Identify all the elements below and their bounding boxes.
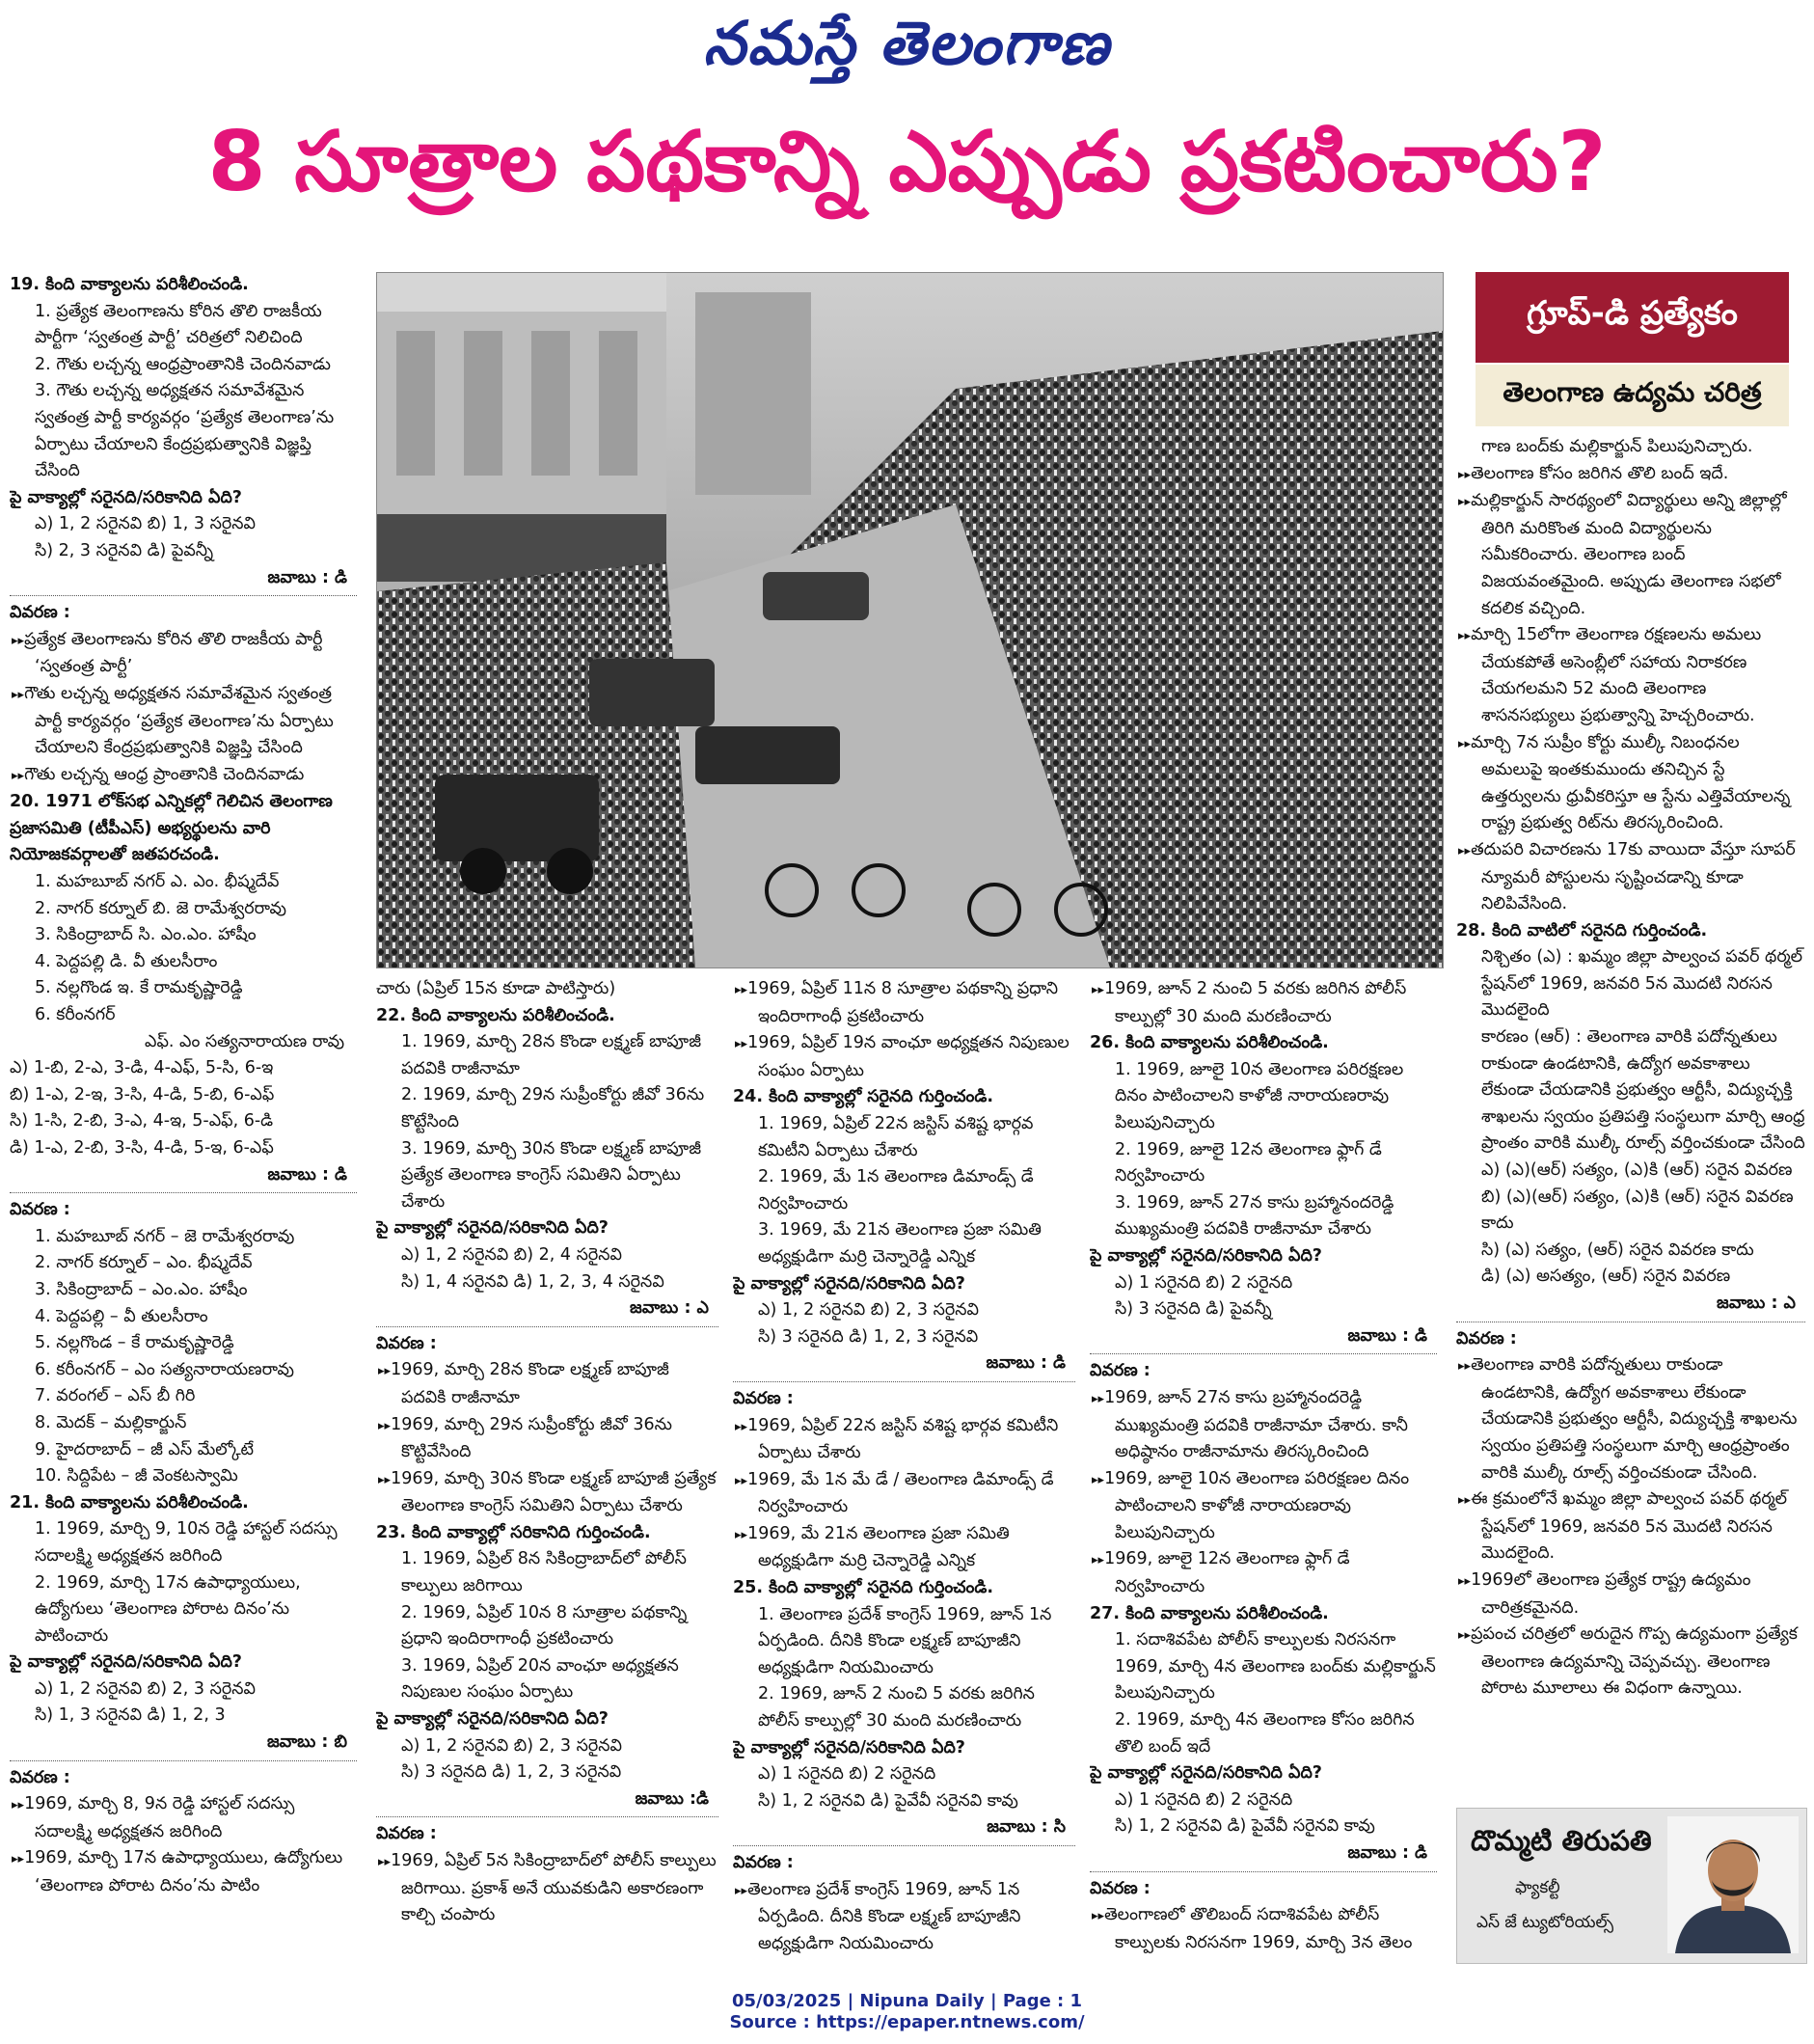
option-row: ఎ) 1 సరైనది బి) 2 సరైనది <box>758 1764 936 1785</box>
explanation-point: ▸▸ మార్చి 15లోగా తెలంగాణ రక్షణలను అమలు చేయకపోతే అసెంబ్లీలో సహాయ నిరాకరణ చేయగలమని 52 మంది తెలంగాణ శాసనసభ్యులు ప్రభుత్వాన్ని హెచ్చరించారు. <box>1456 622 1805 729</box>
answer: జవాబు :డి <box>635 1788 709 1809</box>
answer: జవాబు : డి <box>267 567 347 587</box>
question-21: 21. కింది వాక్యాలను పరిశీలించండి. <box>10 1492 249 1513</box>
prompt: పై వాక్యాల్లో సరైనది/సరికానిది ఏది? <box>1090 1763 1322 1784</box>
explanation-point: ▸▸ 1969, మార్చి 17న ఉపాధ్యాయులు, ఉద్యోగులు ‘తెలంగాణ పోరాట దినం’ను పాటిం <box>10 1845 357 1899</box>
explanation-point: ▸▸ గౌతు లచ్చన్న అధ్యక్షతన సమావేశమైన స్వతంత్ర పార్టీ కార్యవర్గం ‘ప్రత్యేక తెలంగాణ’ను ఏర్పాటు చేయాలని కేంద్రప్రభుత్వానికి విజ్ఞప్తి చేసింది <box>10 681 357 762</box>
column-1 <box>10 272 357 1955</box>
rally-photo <box>376 272 1444 968</box>
match-row: 1. మహబూబ్‌ నగర్‌ ఎ. ఎం. భీష్మదేవ్‌ <box>35 872 280 892</box>
explanation-point: ▸▸ 1969, ఏప్రిల్‌ 19న వాంఛూ అధ్యక్షతన నిపుణుల సంఘం ఏర్పాటు <box>733 1030 1075 1084</box>
explanation-point: ▸▸ 1969లో తెలంగాణ ప్రత్యేక రాష్ట్ర ఉద్యమం చారిత్రకమైనది. <box>1456 1567 1805 1622</box>
option-row: సి) 1, 2 సరైనవి డి) పైవేవీ సరైనవి కావు <box>1115 1816 1375 1837</box>
explanation-point: ▸▸ 1969, ఏప్రిల్‌ 5న సికింద్రాబాద్‌లో పోలీస్‌ కాల్పులు జరిగాయి. ప్రకాశ్‌ అనే యువకుడిని అకారణంగా కాల్చి చంపారు <box>376 1848 718 1929</box>
option-row: సి) 1, 3 సరైనవి డి) 1, 2, 3 <box>35 1705 226 1726</box>
explanation-heading: వివరణ : <box>733 1388 794 1408</box>
column-3 <box>733 976 1075 1955</box>
explanation-row: 3. సికింద్రాబాద్‌ – ఎం.ఎం. హాషీం <box>35 1279 248 1299</box>
option-row: సి) 3 సరైనది డి) 1, 2, 3 సరైనవి <box>401 1762 622 1783</box>
match-row: 3. సికింద్రాబాద్‌ సి. ఎం.ఎం. హాషీం <box>35 925 257 945</box>
question-26: 26. కింది వాక్యాలను పరిశీలించండి. <box>1090 1033 1329 1053</box>
option-row: సి) 3 సరైనది డి) 1, 2, 3 సరైనవి <box>758 1326 979 1347</box>
statement: 1. 1969, ఏప్రిల్‌ 22న జస్టిస్‌ వశిష్ట భార్గవ కమిటీని ఏర్పాటు చేశారు <box>758 1113 1034 1160</box>
footer-date-line: 05/03/2025 | Nipuna Daily | Page : 1 <box>731 1991 1083 2011</box>
option-row: సి) 1, 2 సరైనవి డి) పైవేవీ సరైనవి కావు <box>758 1790 1018 1811</box>
explanation-point: ▸▸ 1969, మార్చి 8, 9న రెడ్డి హాస్టల్‌ సదస్సు సదాలక్ష్మి అధ్యక్షతన జరిగింది <box>10 1791 357 1845</box>
explanation-point: ▸▸ తెలంగాణ కోసం జరిగిన తొలి బంద్‌ ఇదే. <box>1456 461 1805 489</box>
divider <box>10 1192 357 1193</box>
question-23: 23. కింది వాక్యాల్లో సరికానిది గుర్తించండి. <box>376 1522 651 1542</box>
masthead-logo: నమస్తే తెలంగాణ <box>703 8 1111 78</box>
option-row: ఎ) 1 సరైనది బి) 2 సరైనది <box>1115 1272 1293 1293</box>
statement: 3. 1969, ఏప్రిల్‌ 20న వాంఛూ అధ్యక్షతన నిపుణుల సంఘం ఏర్పాటు <box>401 1655 679 1703</box>
question-20: 20. 1971 లోక్‌సభ ఎన్నికల్లో గెలిచిన తెలంగాణ ప్రజాసమితి (టీపీఎస్‌) అభ్యర్థులను వారి నియోజకవర్గాలతో జతపరచండి. <box>10 792 333 865</box>
explanation-row: 9. హైదరాబాద్‌ – జీ ఎస్‌ మేల్కోటే <box>35 1439 255 1459</box>
explanation-heading: వివరణ : <box>1090 1878 1151 1898</box>
question-28: 28. కింది వాటిలో సరైనది గుర్తించండి. <box>1456 920 1708 940</box>
reason: కారణం (ఆర్‌) : తెలంగాణ వారికి పదోన్నతులు రాకుండా ఉండటానికి, ఉద్యోగ అవకాశాలు లేకుండా చేయడానికి ప్రభుత్వం ఆర్టీసీ, విద్యుచ్ఛక్తి శాఖలను స్వయం ప్రతిపత్తి సంస్థలుగా మార్చి ఆంధ్ర ప్రాంతం వారికి ముల్కీ రూల్స్‌ వర్తించకుండా చేసింది <box>1481 1027 1805 1154</box>
answer: జవాబు : ఎ <box>1717 1294 1796 1313</box>
match-row: 2. నాగర్‌ కర్నూల్‌ బి. జె రామేశ్వరరావు <box>35 898 286 918</box>
option-row: బి) (ఎ)(ఆర్‌) సత్యం, (ఎ)కి (ఆర్‌) సరైన వివరణ కాదు <box>1481 1186 1794 1234</box>
statement: 2. 1969, మార్చి 4న తెలంగాణ కోసం జరిగిన తొలి బంద్‌ ఇదే <box>1115 1710 1415 1757</box>
statement: 2. 1969, మే 1న తెలంగాణ డిమాండ్స్‌ డే నిర్వహించారు <box>758 1167 1034 1213</box>
divider <box>733 1845 1075 1846</box>
explanation-heading: వివరణ : <box>733 1853 794 1872</box>
option-row: ఎ) 1, 2 సరైనవి బి) 2, 3 సరైనవి <box>401 1735 622 1756</box>
statement: 1. తెలంగాణ ప్రదేశ్‌ కాంగ్రెస్‌ 1969, జూన్‌ 1న ఏర్పడింది. దీనికి కొండా లక్ష్మణ్‌ బాపూజీని అధ్యక్షుడిగా నియమించారు <box>758 1604 1052 1677</box>
author-photo <box>1667 1816 1799 1953</box>
prompt: పై వాక్యాల్లో సరైనది/సరికానిది ఏది? <box>733 1737 965 1758</box>
question-22: 22. కింది వాక్యాలను పరిశీలించండి. <box>376 1005 615 1025</box>
statement: 3. 1969, మే 21న తెలంగాణ ప్రజా సమితి అధ్యక్షుడిగా మర్రి చెన్నారెడ్డి ఎన్నిక <box>758 1220 1042 1267</box>
explanation-point: ▸▸ మార్చి 7న సుప్రీం కోర్టు ముల్కీ నిబంధనల అమలుపై ఇంతకుముందు తనిచ్చిన స్టే ఉత్తర్వులను ధ్రువీకరిస్తూ ఆ స్టేను ఎత్తివేయాలన్న రాష్ట్ర ప్రభుత్వ రిట్‌ను తిరస్కరించింది. <box>1456 730 1805 837</box>
explanation-point: ▸▸ 1969, జూన్‌ 2 నుంచి 5 వరకు జరిగిన పోలీస్‌ కాల్పుల్లో 30 మంది మరణించారు <box>1090 976 1437 1030</box>
statement: 1. ప్రత్యేక తెలంగాణను కోరిన తొలి రాజకీయ పార్టీగా ‘స్వతంత్ర పార్టీ’ చరిత్రలో నిలిచింది <box>35 301 322 348</box>
explanation-row: 6. కరీంనగర్‌ – ఎం సత్యనారాయణరావు <box>35 1359 294 1379</box>
statement: 1. 1969, మార్చి 9, 10న రెడ్డి హాస్టల్‌ సదస్సు సదాలక్ష్మి అధ్యక్షతన జరిగింది <box>35 1519 338 1566</box>
explanation-point: ▸▸ 1969, మార్చి 29న సుప్రీంకోర్టు జీవో 36ను కొట్టివేసింది <box>376 1412 718 1466</box>
divider <box>1090 1871 1437 1872</box>
explanation-point: ▸▸ తదుపరి విచారణను 17కు వాయిదా వేస్తూ సూపర్‌ న్యూమరీ పోస్టులను సృష్టించడాన్ని కూడా నిలిపివేసింది. <box>1456 837 1805 918</box>
explanation-point: ▸▸ 1969, మే 21న తెలంగాణ ప్రజా సమితి అధ్యక్షుడిగా మర్రి చెన్నారెడ్డి ఎన్నిక <box>733 1521 1075 1575</box>
prompt: పై వాక్యాల్లో సరైనది/సరికానిది ఏది? <box>376 1218 609 1239</box>
explanation-heading: వివరణ : <box>376 1333 437 1353</box>
option-row: ఎ) 1, 2 సరైనవి బి) 2, 3 సరైనవి <box>35 1678 256 1699</box>
explanation-heading: వివరణ : <box>1456 1328 1517 1349</box>
answer: జవాబు : ఎ <box>630 1298 709 1319</box>
question-25: 25. కింది వాక్యాల్లో సరైనది గుర్తించండి. <box>733 1578 993 1598</box>
divider <box>10 595 357 596</box>
explanation-point: ▸▸ తెలంగాణలో తొలిబంద్‌ సదాశివపేట పోలీస్‌ కాల్పులకు నిరసనగా 1969, మార్చి 3న తెలం <box>1090 1902 1437 1955</box>
statement: 1. 1969, మార్చి 28న కొండా లక్ష్మణ్‌ బాపూజీ పదవికి రాజీనామా <box>401 1032 702 1078</box>
option-row: సి) (ఎ) సత్యం, (ఆర్‌) సరైన వివరణ కాదు <box>1481 1240 1754 1260</box>
explanation-heading: వివరణ : <box>1090 1361 1151 1381</box>
option-row: సి) 2, 3 సరైనవి డి) పైవన్నీ <box>35 540 214 560</box>
explanation-row: 8. మెదక్‌ – మల్లికార్జున్‌ <box>35 1412 187 1432</box>
explanation-point: ▸▸ 1969, మార్చి 28న కొండా లక్ష్మణ్‌ బాపూజీ పదవికి రాజీనామా <box>376 1357 718 1411</box>
question-19: 19. కింది వాక్యాలను పరిశీలించండి. <box>10 275 249 294</box>
column-2 <box>376 976 718 1955</box>
answer: జవాబు : డి <box>267 1164 347 1185</box>
divider <box>733 1381 1075 1382</box>
divider <box>376 1816 718 1817</box>
option-row: సి) 3 సరైనది డి) పైవన్నీ <box>1115 1299 1272 1320</box>
option-row: బి) 1-ఎ, 2-ఇ, 3-సి, 4-డి, 5-బి, 6-ఎఫ్‌ <box>10 1084 275 1104</box>
prompt: పై వాక్యాల్లో సరైనది/సరికానిది ఏది? <box>1090 1245 1322 1266</box>
divider <box>1090 1353 1437 1354</box>
option-row: డి) (ఎ) అసత్యం, (ఆర్‌) సరైన వివరణ <box>1481 1267 1731 1287</box>
explanation-point: ▸▸ తెలంగాణ వారికి పదోన్నతులు రాకుండా ఉండటానికి, ఉద్యోగ అవకాశాలు లేకుండా చేయడానికి ప్రభుత్వం ఆర్టీసీ, విద్యుచ్ఛక్తి శాఖలను స్వయం ప్రతిపత్తి సంస్థలుగా మార్చి ఆంధ్రప్రాంతం వారికి ముల్కీ రూల్స్‌ వర్తించకుండా చేసింది. <box>1456 1352 1805 1486</box>
explanation-point: ▸▸ తెలంగాణ ప్రదేశ్‌ కాంగ్రెస్‌ 1969, జూన్‌ 1న ఏర్పడింది. దీనికి కొండా లక్ష్మణ్‌ బాపూజీని అధ్యక్షుడిగా నియమించారు <box>733 1877 1075 1955</box>
explanation-point: ▸▸ గౌతు లచ్చన్న ఆంధ్ర ప్రాంతానికి చెందినవాడు <box>10 762 357 790</box>
continued-text: గాణ బంద్‌కు మల్లికార్జున్‌ పిలుపునిచ్చారు. <box>1481 437 1753 456</box>
statement: 2. 1969, ఏప్రిల్‌ 10న 8 సూత్రాల పథకాన్ని ప్రధాని ఇందిరాగాంధీ ప్రకటించారు <box>401 1602 688 1649</box>
option-row: ఎ) 1, 2 సరైనవి బి) 2, 3 సరైనవి <box>758 1300 979 1321</box>
option-row: సి) 1-సి, 2-బి, 3-ఎ, 4-ఇ, 5-ఎఫ్‌, 6-డి <box>10 1111 274 1131</box>
explanation-row: 10. సిద్దిపేట – జీ వెంకటస్వామి <box>35 1466 238 1486</box>
headline: 8 సూత్రాల పథకాన్ని ఎప్పుడు ప్రకటించారు? <box>207 114 1607 210</box>
statement: 3. 1969, మార్చి 30న కొండా లక్ష్మణ్‌ బాపూజీ ప్రత్యేక తెలంగాణ కాంగ్రెస్‌ సమితిని ఏర్పాటు చేశారు <box>401 1138 702 1212</box>
option-row: సి) 1, 4 సరైనవి డి) 1, 2, 3, 4 సరైనవి <box>401 1271 664 1292</box>
explanation-point: ▸▸ 1969, జూలై 10న తెలంగాణ పరిరక్షణల దినం పాటించాలని కాళోజీ నారాయణరావు పిలుపునిచ్చారు <box>1090 1466 1437 1547</box>
explanation-row: 1. మహబూబ్‌ నగర్‌ – జె రామేశ్వరరావు <box>35 1226 295 1246</box>
section-subtitle: తెలంగాణ ఉద్యమ చరిత్ర <box>1476 365 1789 426</box>
statement: 2. 1969, మార్చి 29న సుప్రీంకోర్టు జీవో 36ను కొట్టేసింది <box>401 1085 705 1131</box>
match-row: 5. నల్లగొండ ఇ. కే రామకృష్ణారెడ్డి <box>35 978 243 998</box>
statement: 1. సదాశివపేట పోలీస్‌ కాల్పులకు నిరసనగా 1969, మార్చి 4న తెలంగాణ బంద్‌కు మల్లికార్జున్‌ పిలుపునిచ్చారు <box>1115 1630 1436 1703</box>
continued-text: చారు (ఏప్రిల్‌ 15న కూడా పాటిస్తారు) <box>376 979 616 998</box>
answer: జవాబు : సి <box>987 1817 1066 1838</box>
explanation-heading: వివరణ : <box>10 1200 70 1220</box>
option-row: ఎ) 1 సరైనది బి) 2 సరైనది <box>1115 1789 1293 1810</box>
statement: 1. 1969, జూలై 10న తెలంగాణ పరిరక్షణల దినం పాటించాలని కాళోజీ నారాయణరావు పిలుపునిచ్చారు <box>1115 1059 1404 1132</box>
column-5 <box>1456 434 1805 1799</box>
column-4 <box>1090 976 1437 1955</box>
option-row: ఎ) 1-బి, 2-ఎ, 3-డి, 4-ఎఫ్‌, 5-సి, 6-ఇ <box>10 1058 274 1078</box>
statement: 2. గౌతు లచ్చన్న ఆంధ్రప్రాంతానికి చెందినవాడు <box>35 354 331 374</box>
explanation-point: ▸▸ ఈ క్రమంలోనే ఖమ్మం జిల్లా పాల్వంచ పవర్‌ థర్మల్‌ స్టేషన్‌లో 1969, జనవరి 5న మొదటి నిరసన మొదలైంది. <box>1456 1486 1805 1567</box>
statement: 2. 1969, మార్చి 17న ఉపాధ్యాయులు, ఉద్యోగులు ‘తెలంగాణ పోరాట దినం’ను పాటించారు <box>35 1572 301 1646</box>
explanation-point: ▸▸ 1969, ఏప్రిల్‌ 22న జస్టిస్‌ వశిష్ట భార్గవ కమిటీని ఏర్పాటు చేశారు <box>733 1413 1075 1467</box>
prompt: పై వాక్యాల్లో సరైనది/సరికానిది ఏది? <box>376 1709 609 1730</box>
author-box <box>1456 1808 1807 1964</box>
explanation-point: ▸▸ ప్రత్యేక తెలంగాణను కోరిన తొలి రాజకీయ పార్టీ ‘స్వతంత్ర పార్టీ’ <box>10 627 357 681</box>
statement: 3. 1969, జూన్‌ 27న కాసు బ్రహ్మానందరెడ్డి ముఖ్యమంత్రి పదవికి రాజీనామా చేశారు <box>1115 1192 1394 1240</box>
option-row: ఎ) 1, 2 సరైనవి బి) 2, 4 సరైనవి <box>401 1244 622 1265</box>
explanation-row: 2. నాగర్‌ కర్నూల్‌ – ఎం. భీష్మదేవ్‌ <box>35 1253 253 1273</box>
match-row: ఎఫ్‌. ఎం సత్యనారాయణ రావు <box>145 1031 345 1051</box>
prompt: పై వాక్యాల్లో సరైనది/సరికానిది ఏది? <box>733 1273 965 1294</box>
explanation-point: ▸▸ 1969, ఏప్రిల్‌ 11న 8 సూత్రాల పథకాన్ని ప్రధాని ఇందిరాగాంధీ ప్రకటించారు <box>733 976 1075 1030</box>
match-row: 4. పెద్దపల్లి డి. వీ తులసీరాం <box>35 951 218 971</box>
explanation-point: ▸▸ 1969, మే 1న మే డే / తెలంగాణ డిమాండ్స్‌ డే నిర్వహించారు <box>733 1467 1075 1521</box>
explanation-point: ▸▸ 1969, జూలై 12న తెలంగాణ ఫ్లాగ్‌ డే నిర్వహించారు <box>1090 1546 1437 1600</box>
explanation-heading: వివరణ : <box>376 1824 437 1844</box>
explanation-point: ▸▸ ప్రపంచ చరిత్రలో అరుదైన గొప్ప ఉద్యమంగా ప్రత్యేక తెలంగాణ ఉద్యమాన్ని చెప్పవచ్చు. తెలంగాణ పోరాట మూలాలు ఈ విధంగా ఉన్నాయి. <box>1456 1622 1805 1703</box>
divider <box>376 1326 718 1327</box>
divider <box>10 1760 357 1761</box>
statement: 2. 1969, జూలై 12న తెలంగాణ ఫ్లాగ్‌ డే నిర్వహించారు <box>1115 1139 1382 1186</box>
section-badge: గ్రూప్‌-డి ప్రత్యేకం <box>1476 272 1789 363</box>
answer: జవాబు : బి <box>267 1732 347 1753</box>
statement: 2. 1969, జూన్‌ 2 నుంచి 5 వరకు జరిగిన పోలీస్‌ కాల్పుల్లో 30 మంది మరణించారు <box>758 1684 1035 1731</box>
author-role: ఫ్యాకల్టీ <box>1515 1878 1560 1897</box>
assertion: నిశ్చితం (ఎ) : ఖమ్మం జిల్లా పాల్వంచ పవర్‌ థర్మల్‌ స్టేషన్‌లో 1969, జనవరి 5న మొదటి నిరసన మొదలైంది <box>1481 947 1803 1021</box>
explanation-row: 7. వరంగల్‌ – ఎస్‌ బీ గిరి <box>35 1386 196 1406</box>
prompt: పై వాక్యాల్లో సరైనది/సరికానిది ఏది? <box>10 1652 242 1673</box>
explanation-point: ▸▸ 1969, మార్చి 30న కొండా లక్ష్మణ్‌ బాపూజీ ప్రత్యేక తెలంగాణ కాంగ్రెస్‌ సమితిని ఏర్పాటు చేశారు <box>376 1466 718 1520</box>
explanation-point: ▸▸ మల్లికార్జున్‌ సారథ్యంలో విద్యార్థులు అన్ని జిల్లాల్లో తిరిగి మరికొంత మంది విద్యార్థులను సమీకరించారు. తెలంగాణ బంద్‌ విజయవంతమైంది. అప్పుడు తెలంగాణ సభలో కదలిక వచ్చింది. <box>1456 488 1805 622</box>
question-27: 27. కింది వాక్యాలను పరిశీలించండి. <box>1090 1603 1329 1623</box>
explanation-point: ▸▸ 1969, జూన్‌ 27న కాసు బ్రహ్మానందరెడ్డి ముఖ్యమంత్రి పదవికి రాజీనామా చేశారు. కానీ అధిష్ఠానం రాజీనామాను తిరస్కరించింది <box>1090 1385 1437 1466</box>
question-24: 24. కింది వాక్యాల్లో సరైనది గుర్తించండి. <box>733 1087 993 1107</box>
match-row: 6. కరీంనగర్‌ <box>35 1005 116 1025</box>
answer: జవాబు : డి <box>986 1353 1066 1374</box>
option-row: ఎ) (ఎ)(ఆర్‌) సత్యం, (ఎ)కి (ఆర్‌) సరైన వివరణ <box>1481 1160 1793 1181</box>
statement: 3. గౌతు లచ్చన్న అధ్యక్షతన సమావేశమైన స్వతంత్ర పార్టీ కార్యవర్గం ‘ప్రత్యేక తెలంగాణ’ను ఏర్పాటు చేయాలని కేంద్రప్రభుత్వానికి విజ్ఞప్తి చేసింది <box>35 381 335 481</box>
statement: 1. 1969, ఏప్రిల్‌ 8న సికింద్రాబాద్‌లో పోలీస్‌ కాల్పులు జరిగాయి <box>401 1549 687 1596</box>
answer: జవాబు : డి <box>1347 1843 1427 1863</box>
footer-source-line: Source : https://epaper.ntnews.com/ <box>729 2012 1085 2032</box>
author-name: దొమ్మటి తిరుపతి <box>1471 1824 1652 1857</box>
explanation-row: 5. నల్లగొండ – కే రామకృష్ణారెడ్డి <box>35 1333 234 1353</box>
author-org: ఎస్‌ జే ట్యుటోరియల్స్‌ <box>1476 1913 1614 1932</box>
explanation-row: 4. పెద్దపల్లి – వీ తులసీరాం <box>35 1306 208 1326</box>
option-row: డి) 1-ఎ, 2-బి, 3-సి, 4-డి, 5-ఇ, 6-ఎఫ్‌ <box>10 1138 274 1158</box>
answer: జవాబు : డి <box>1347 1325 1427 1346</box>
prompt: పై వాక్యాల్లో సరైనది/సరికానిది ఏది? <box>10 487 242 507</box>
explanation-heading: వివరణ : <box>10 1767 70 1787</box>
explanation-heading: వివరణ : <box>10 603 70 623</box>
option-row: ఎ) 1, 2 సరైనవి బి) 1, 3 సరైనవి <box>35 514 256 534</box>
footer <box>0 1991 1814 2033</box>
